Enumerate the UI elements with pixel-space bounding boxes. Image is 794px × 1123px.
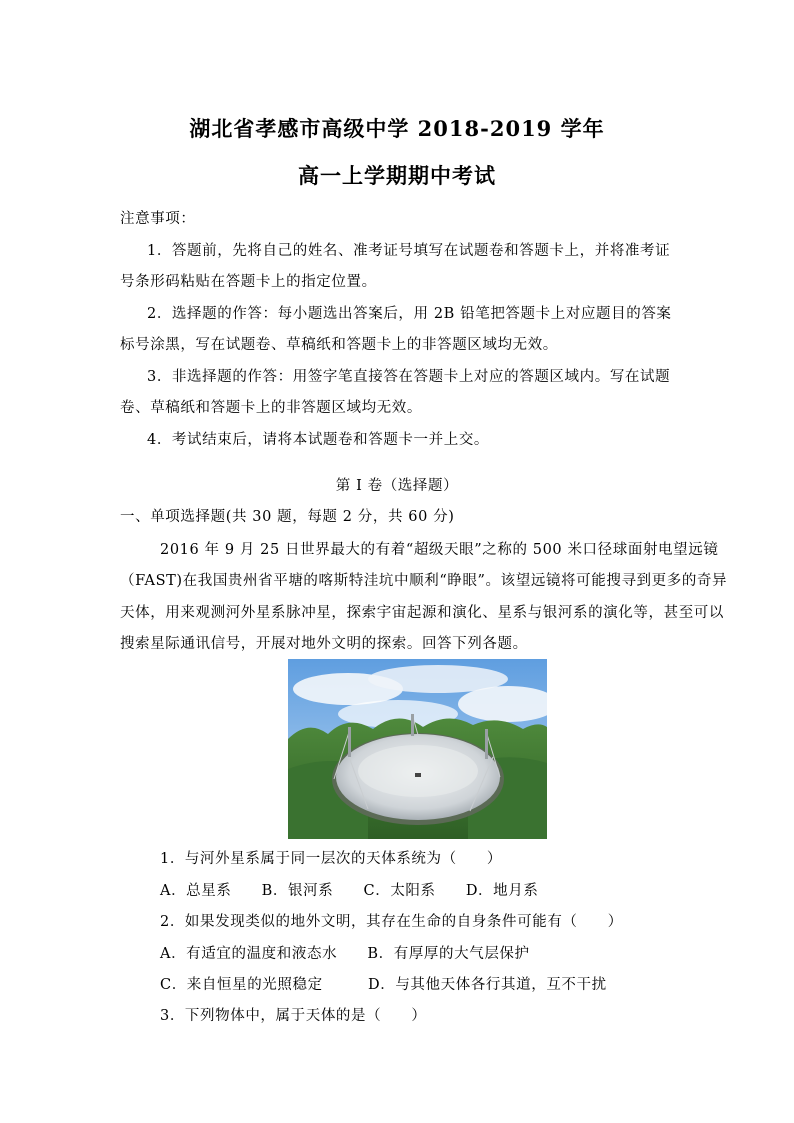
notice-item-3: 3．非选择题的作答：用签字笔直接答在答题卡上对应的答题区域内。写在试题: [147, 369, 671, 385]
notice-item-2: 2．选择题的作答：每小题选出答案后，用 2B 铅笔把答题卡上对应题目的答案: [147, 306, 672, 322]
question-2-options-row2: C．来自恒星的光照稳定 D．与其他天体各行其道，互不干扰: [160, 977, 607, 993]
question-3-stem: 3．下列物体中，属于天体的是（ ）: [160, 1008, 427, 1024]
notice-item-4: 4．考试结束后，请将本试题卷和答题卡一并上交。: [147, 432, 490, 448]
fast-telescope-illustration: [288, 659, 547, 839]
part-heading: 一、单项选择题(共 30 题，每题 2 分，共 60 分): [120, 509, 455, 525]
section-title: 第 I 卷（选择题）: [335, 478, 459, 494]
question-2-stem: 2．如果发现类似的地外文明，其存在生命的自身条件可能有（ ）: [160, 914, 623, 930]
notice-item-1-cont: 号条形码粘贴在答题卡上的指定位置。: [120, 274, 377, 290]
fast-telescope-photo: [288, 659, 547, 839]
notice-item-2-cont: 标号涂黑，写在试题卷、草稿纸和答题卡上的非答题区域均无效。: [120, 337, 558, 353]
exam-title: 湖北省孝感市高级中学 2018-2019 学年: [189, 116, 605, 141]
question-1-stem: 1．与河外星系属于同一层次的天体系统为（ ）: [160, 851, 503, 867]
passage-line-4: 搜索星际通讯信号，开展对地外文明的探索。回答下列各题。: [120, 636, 528, 652]
notice-heading: 注意事项：: [120, 211, 196, 227]
question-1-options: A．总星系 B．银河系 C．太阳系 D．地月系: [160, 883, 539, 899]
question-2-options-row1: A．有适宜的温度和液态水 B．有厚厚的大气层保护: [160, 946, 530, 962]
notice-item-1: 1．答题前，先将自己的姓名、准考证号填写在试题卷和答题卡上，并将准考证: [147, 243, 671, 259]
exam-subtitle: 高一上学期期中考试: [298, 163, 496, 188]
passage-line-2: （FAST)在我国贵州省平塘的喀斯特洼坑中顺利“睁眼”。该望远镜将可能搜寻到更多的奇异: [120, 573, 728, 589]
passage-line-1: 2016 年 9 月 25 日世界最大的有着“超级天眼”之称的 500 米口径球面射电望远镜: [160, 542, 719, 558]
passage-line-3: 天体，用来观测河外星系脉冲星，探索宇宙起源和演化、星系与银河系的演化等，甚至可以: [120, 605, 724, 621]
notice-item-3-cont: 卷、草稿纸和答题卡上的非答题区域均无效。: [120, 400, 422, 416]
